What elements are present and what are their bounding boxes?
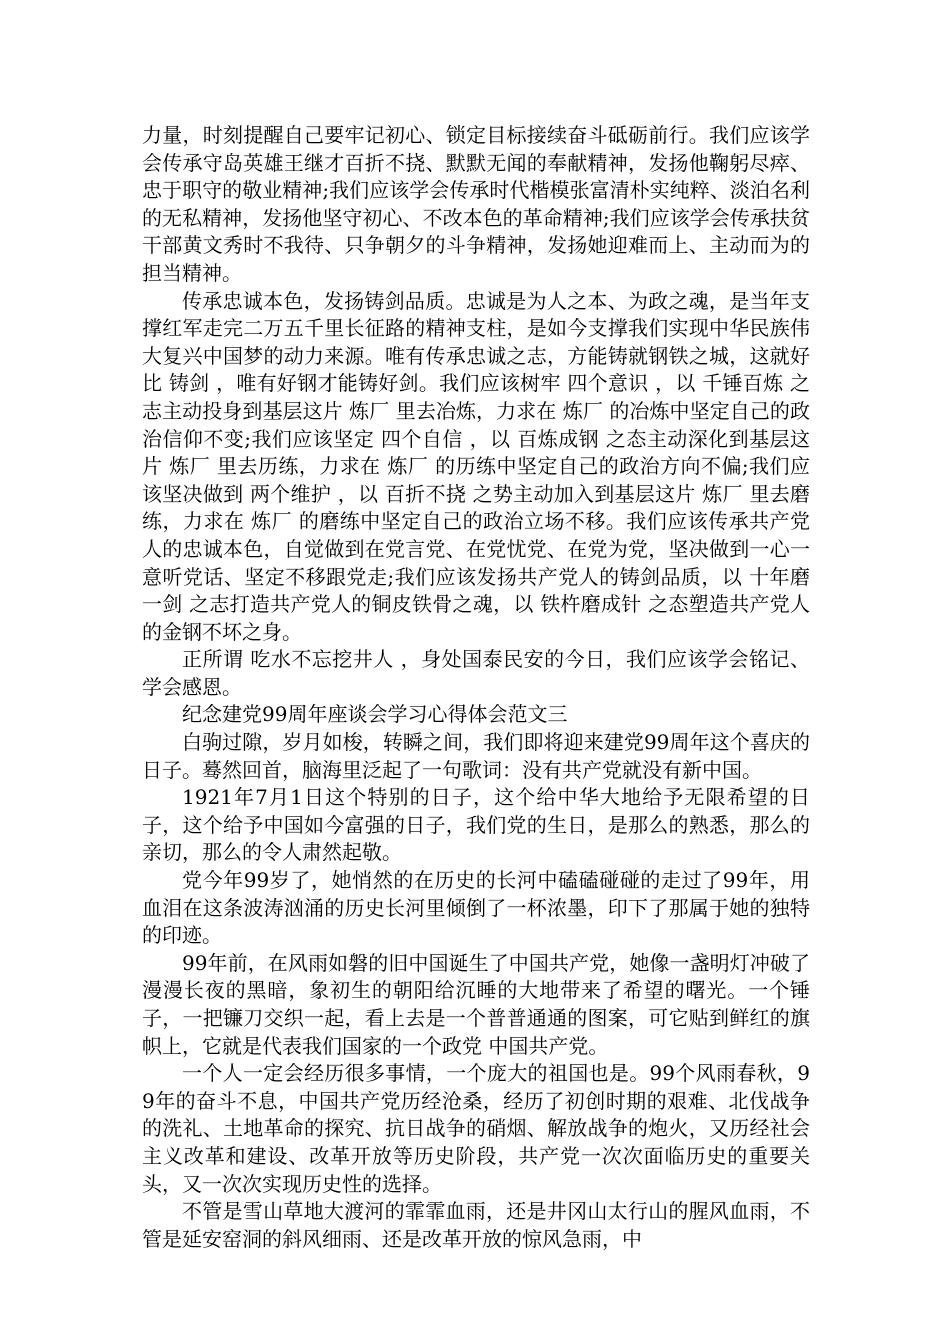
paragraph-6: 1921年7月1日这个特别的日子，这个给中华大地给予无限希望的日子，这个给予中国如今富强的日子，我们党的生日，是那么的熟悉，那么的亲切，那么的令人肃然起敬。 — [142, 785, 810, 865]
paragraph-9: 一个人一定会经历很多事情，一个庞大的祖国也是。99个风雨春秋，99年的奋斗不息，中国共产党历经沧桑，经历了初创时期的艰难、北伐战争的洗礼、土地革命的探究、抗日战争的硝烟、解放战争的炮火，又历经社会主义改革和建设、改革开放等历史阶段，共产党一次次面临历史的重要关头，又一次次实现历史性的选择。 — [142, 1061, 810, 1196]
paragraph-7: 党今年99岁了，她悄然的在历史的长河中磕磕碰碰的走过了99年，用血泪在这条波涛汹涌的历史长河里倾倒了一杯浓墨，印下了那属于她的独特的印迹。 — [142, 868, 810, 948]
paragraph-1: 力量，时刻提醒自己要牢记初心、锁定目标接续奋斗砥砺前行。我们应该学会传承守岛英雄王继才百折不挠、默默无闻的奉献精神，发扬他鞠躬尽瘁、忠于职守的敬业精神;我们应该学会传承时代楷模张富清朴实纯粹、淡泊名利的无私精神，发扬他坚守初心、不改本色的革命精神;我们应该学会传承扶贫干部黄文秀时不我待、只争朝夕的斗争精神，发扬她迎难而上、主动而为的担当精神。 — [142, 123, 810, 285]
paragraph-3: 正所谓 吃水不忘挖井人 ，身处国泰民安的今日，我们应该学会铭记、学会感恩。 — [142, 647, 810, 699]
paragraph-5: 白驹过隙，岁月如梭，转瞬之间，我们即将迎来建党99周年这个喜庆的日子。蓦然回首，脑海里泛起了一句歌词：没有共产党就没有新中国。 — [142, 730, 810, 782]
paragraph-2: 传承忠诚本色，发扬铸剑品质。忠诚是为人之本、为政之魂，是当年支撑红军走完二万五千里长征路的精神支柱，是如今支撑我们实现中华民族伟大复兴中国梦的动力来源。唯有传承忠诚之志，方能铸就钢铁之城，这就好比 铸剑 ，唯有好钢才能铸好剑。我们应该树牢 四个意识 ，以 千锤百炼 之志主动投身到基层这片 炼厂 里去冶炼，力求在 炼厂 的冶炼中坚定自己的政治信仰不变;我们应该坚定 四个自信 ，以 百炼成钢 之态主动深化到基层这片 炼厂 里去历练，力求在 炼厂 的历练中坚定自己的政治方向不偏;我们应该坚决做到 两个维护 ，以 百折不挠 之势主动加入到基层这片 炼厂 里去磨练，力求在 炼厂 的磨练中坚定自己的政治立场不移。我们应该传承共产党人的忠诚本色，自觉做到在党言党、在党忧党、在党为党，坚决做到一心一意听党话、坚定不移跟党走;我们应该发扬共产党人的铸剑品质，以 十年磨一剑 之志打造共产党人的铜皮铁骨之魂，以 铁杵磨成针 之态塑造共产党人的金钢不坏之身。 — [142, 288, 810, 644]
document-page — [142, 122, 810, 1253]
paragraph-8: 99年前，在风雨如磐的旧中国诞生了中国共产党，她像一盏明灯冲破了漫漫长夜的黑暗，象初生的朝阳给沉睡的大地带来了希望的曙光。一个锤子，一把镰刀交织一起，看上去是一个普普通通的图案，可它贴到鲜红的旗帜上，它就是代表我们国家的一个政党 中国共产党。 — [142, 950, 810, 1058]
paragraph-10: 不管是雪山草地大渡河的霏霏血雨，还是井冈山太行山的腥风血雨，不管是延安窑洞的斜风细雨、还是改革开放的惊风急雨，中 — [142, 1199, 810, 1251]
section-heading: 纪念建党99周年座谈会学习心得体会范文三 — [182, 702, 568, 727]
